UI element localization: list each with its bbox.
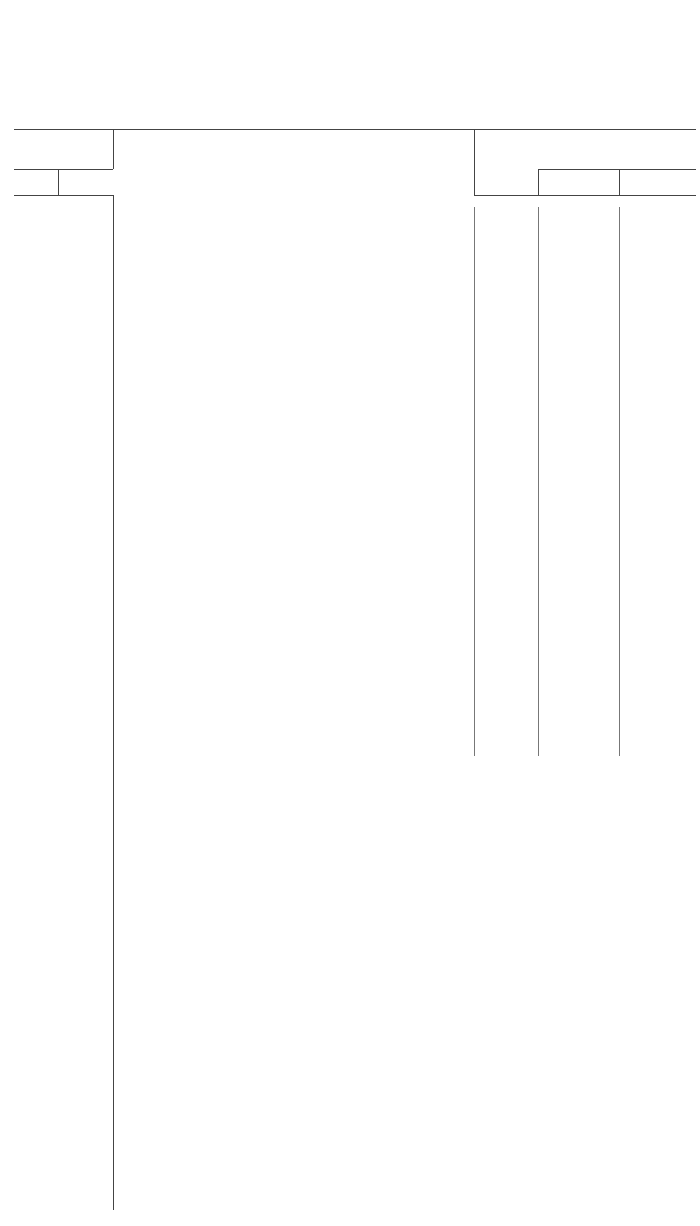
- header-bottom-rule: [474, 195, 696, 196]
- table-top-rule: [14, 129, 696, 130]
- persons-bottom-rule: [14, 195, 113, 196]
- expended-column-rule: [619, 169, 620, 195]
- left-body-rule: [113, 195, 114, 1210]
- expended-body-rule: [619, 207, 620, 756]
- estimate-column-rule: [474, 129, 475, 195]
- persons-year-rule: [14, 169, 113, 170]
- prior-year-rule: [538, 169, 696, 170]
- persons-year-divider: [58, 169, 59, 195]
- estimate-body-rule: [474, 207, 475, 756]
- persons-divider: [113, 129, 114, 169]
- voted-body-rule: [538, 207, 539, 756]
- voted-column-rule: [538, 169, 539, 195]
